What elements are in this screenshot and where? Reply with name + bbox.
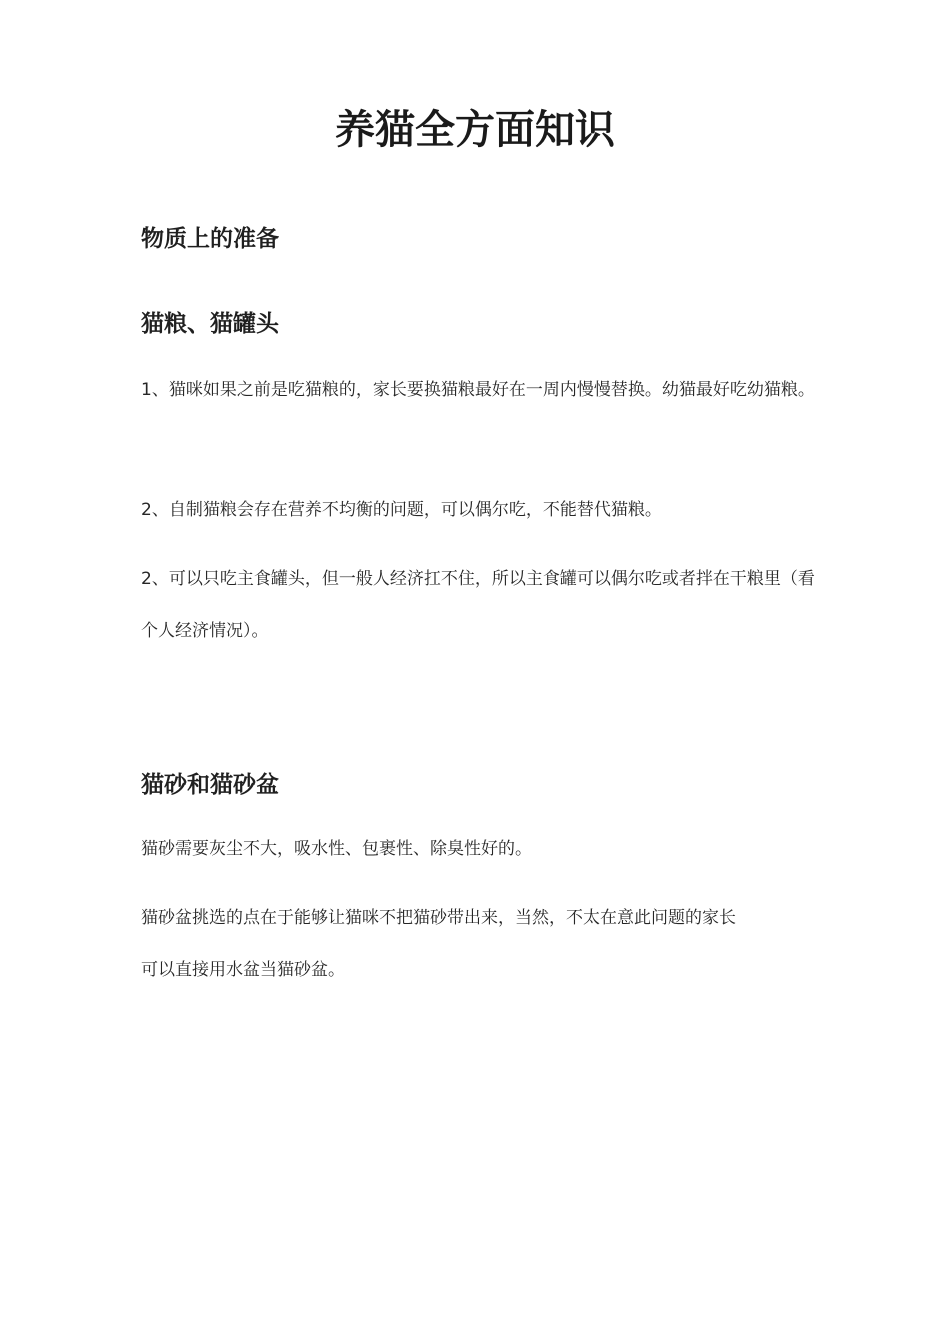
section-heading-cat-litter: 猫砂和猫砂盆 (141, 772, 279, 798)
document-title: 养猫全方面知识 (335, 107, 615, 153)
cat-food-paragraph-3: 2、可以只吃主食罐头，但一般人经济扛不住，所以主食罐可以偶尔吃或者拌在干粮里（看个人经济情况）。 (141, 569, 815, 641)
cat-litter-paragraph-3: 可以直接用水盆当猫砂盆。 (141, 960, 345, 980)
cat-food-paragraph-1: 1、猫咪如果之前是吃猫粮的，家长要换猫粮最好在一周内慢慢替换。幼猫最好吃幼猫粮。 (141, 380, 815, 400)
cat-litter-paragraph-2: 猫砂盆挑选的点在于能够让猫咪不把猫砂带出来，当然，不太在意此问题的家长 (141, 908, 736, 928)
subsection-heading-cat-food: 猫粮、猫罐头 (141, 311, 279, 337)
cat-litter-paragraph-1: 猫砂需要灰尘不大，吸水性、包裹性、除臭性好的。 (141, 839, 532, 859)
cat-food-paragraph-2: 2、自制猫粮会存在营养不均衡的问题，可以偶尔吃，不能替代猫粮。 (141, 500, 662, 520)
section-heading-material-preparation: 物质上的准备 (141, 226, 279, 252)
